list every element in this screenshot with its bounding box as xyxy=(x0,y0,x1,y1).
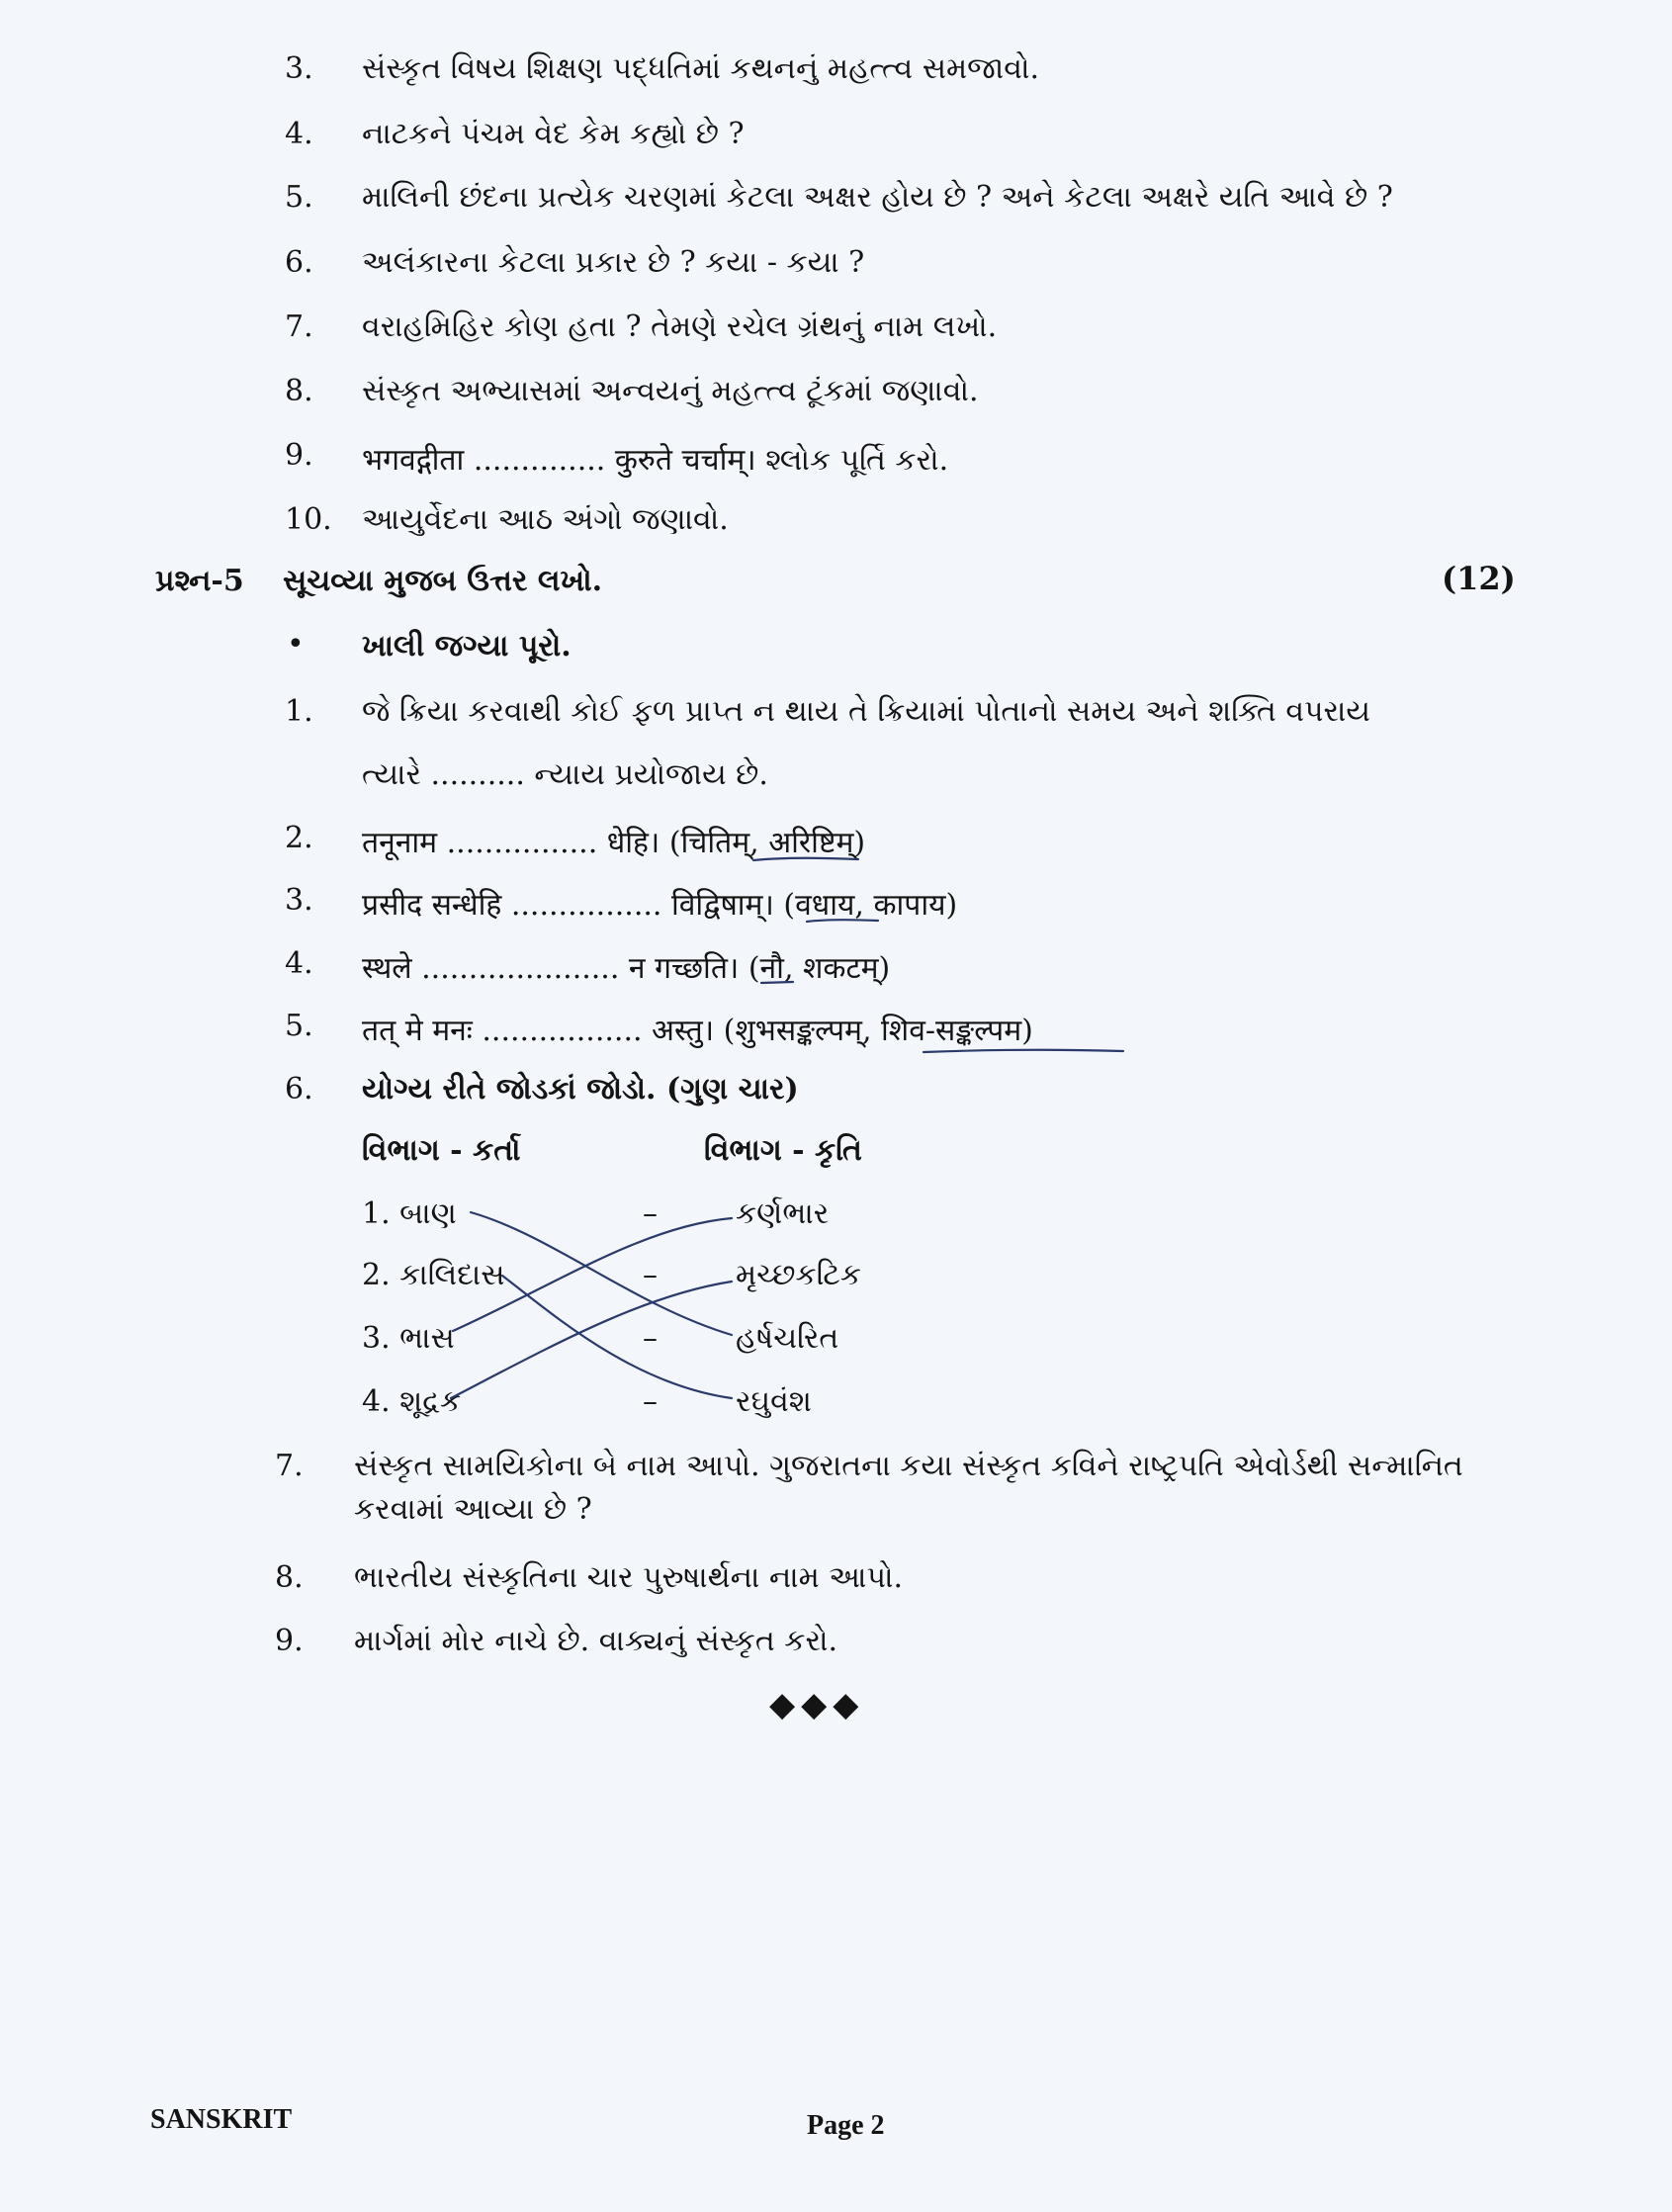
footer-subject: SANSKRIT xyxy=(150,2104,293,2135)
question-number: 5. xyxy=(285,180,313,215)
question-number: 10. xyxy=(285,502,332,537)
question-label: પ્રશ્ન-5 xyxy=(155,564,244,598)
footer-page-number: Page 2 xyxy=(807,2110,885,2141)
question-text: વરાહમિહિર કોણ હતા ? તેમણે રચેલ ગ્રંથનું નામ લખો. xyxy=(362,310,998,344)
question-text: આયુર્વેદના આઠ અંગો જણાવો. xyxy=(362,502,729,537)
match-dash: – xyxy=(643,1196,658,1231)
question-text-continued: કરવામાં આવ્યા છે ? xyxy=(354,1492,592,1527)
question-title: સૂચવ્યા મુજબ ઉત્તર લખો. xyxy=(283,564,603,598)
question-text: અલંકારના કેટલા પ્રકાર છે ? કયા - કયા ? xyxy=(362,245,865,280)
question-text: भगवद्गीता .............. कुरुते चर्चाम्। શ્લોક પૂર્તિ કરો. xyxy=(362,443,949,478)
question-number: 8. xyxy=(285,374,313,408)
match-right-item: હર્ષચરિત xyxy=(736,1321,839,1356)
question-number: 4. xyxy=(285,946,313,981)
match-right-item: કર્ણભાર xyxy=(736,1196,830,1231)
question-number: 3. xyxy=(285,51,313,86)
question-number: 7. xyxy=(275,1449,304,1483)
question-text: નાટકને પંચમ વેદ કેમ કહ્યો છે ? xyxy=(362,117,745,151)
instruction-text: ખાલી જગ્યા પૂરો. xyxy=(362,629,572,664)
question-text: સંસ્કૃત સામયિકોના બે નામ આપો. ગુજરાતના કયા સંસ્કૃત કવિને રાષ્ટ્રપતિ એવોર્ડથી સન્માનિત xyxy=(354,1449,1463,1483)
question-text: સંસ્કૃત વિષય શિક્ષણ પદ્ધતિમાં કથનનું મહત્ત્વ સમજાવો. xyxy=(362,51,1039,86)
question-number: 2. xyxy=(285,821,313,855)
match-dash: – xyxy=(643,1258,658,1292)
match-line xyxy=(451,1282,732,1398)
question-number: 5. xyxy=(285,1009,313,1043)
marks-label: (12) xyxy=(1442,560,1516,597)
question-number: 1. xyxy=(285,694,313,729)
match-right-item: મૃચ્છકટિક xyxy=(736,1258,862,1292)
question-text-continued: ત્યારે .......... ન્યાય પ્રયોજાય છે. xyxy=(362,757,768,792)
question-text: યોગ્ય રીતે જોડકાં જોડો. (ગુણ ચાર) xyxy=(362,1072,799,1106)
question-number: 8. xyxy=(275,1560,304,1595)
question-number: 4. xyxy=(285,117,313,151)
question-number: 7. xyxy=(285,310,313,344)
column-header-work: વિભાગ - કૃતિ xyxy=(704,1133,862,1168)
match-line xyxy=(471,1212,732,1335)
match-left-item: 3. ભાસ xyxy=(362,1321,455,1356)
question-text: प्रसीद सन्धेहि ................ विद्विषाम्। (वधाय, कापाय) xyxy=(362,888,958,923)
question-text: માર્ગમાં મોર નાચે છે. વાક્યનું સંસ્કૃત કરો. xyxy=(354,1624,837,1658)
question-number: 9. xyxy=(275,1624,304,1658)
answer-underline xyxy=(924,1050,1123,1052)
match-dash: – xyxy=(643,1321,658,1356)
match-dash: – xyxy=(643,1384,658,1419)
question-text: तत् मे मनः ................. अस्तु। (शुभसङ्कल्पम्, शिव-सङ्कल्पम) xyxy=(362,1014,1033,1048)
question-text: સંસ્કૃત અભ્યાસમાં અન્વયનું મહત્ત્વ ટૂંકમાં જણાવો. xyxy=(362,374,979,408)
match-left-item: 2. કાલિદાસ xyxy=(362,1258,505,1292)
bullet-icon: • xyxy=(287,627,305,662)
question-text: ભારતીય સંસ્કૃતિના ચાર પુરુષાર્થના નામ આપો. xyxy=(354,1560,903,1595)
match-left-item: 4. શૂદ્રક xyxy=(362,1384,462,1419)
question-text: જે ક્રિયા કરવાથી કોઈ ફળ પ્રાપ્ત ન થાય તે ક્રિયામાં પોતાનો સમય અને શક્તિ વપરાય xyxy=(362,694,1370,729)
match-right-item: રઘુવંશ xyxy=(736,1384,812,1419)
question-text: स्थले ..................... न गच्छति। (नौ, शकटम्) xyxy=(362,951,891,986)
question-number: 9. xyxy=(285,438,313,473)
question-text: માલિની છંદના પ્રત્યેક ચરણમાં કેટલા અક્ષર હોય છે ? અને કેટલા અક્ષરે યતિ આવે છે ? xyxy=(362,180,1393,215)
match-line xyxy=(502,1276,732,1398)
question-number: 6. xyxy=(285,1072,313,1106)
match-left-item: 1. બાણ xyxy=(362,1196,457,1231)
end-mark: ◆◆◆ xyxy=(769,1685,865,1725)
column-header-author: વિભાગ - કર્તા xyxy=(362,1133,521,1168)
question-number: 6. xyxy=(285,245,313,280)
question-number: 3. xyxy=(285,883,313,918)
question-text: तनूनाम ................ धेहि। (चितिम्, अरिष्टिम्) xyxy=(362,826,866,860)
